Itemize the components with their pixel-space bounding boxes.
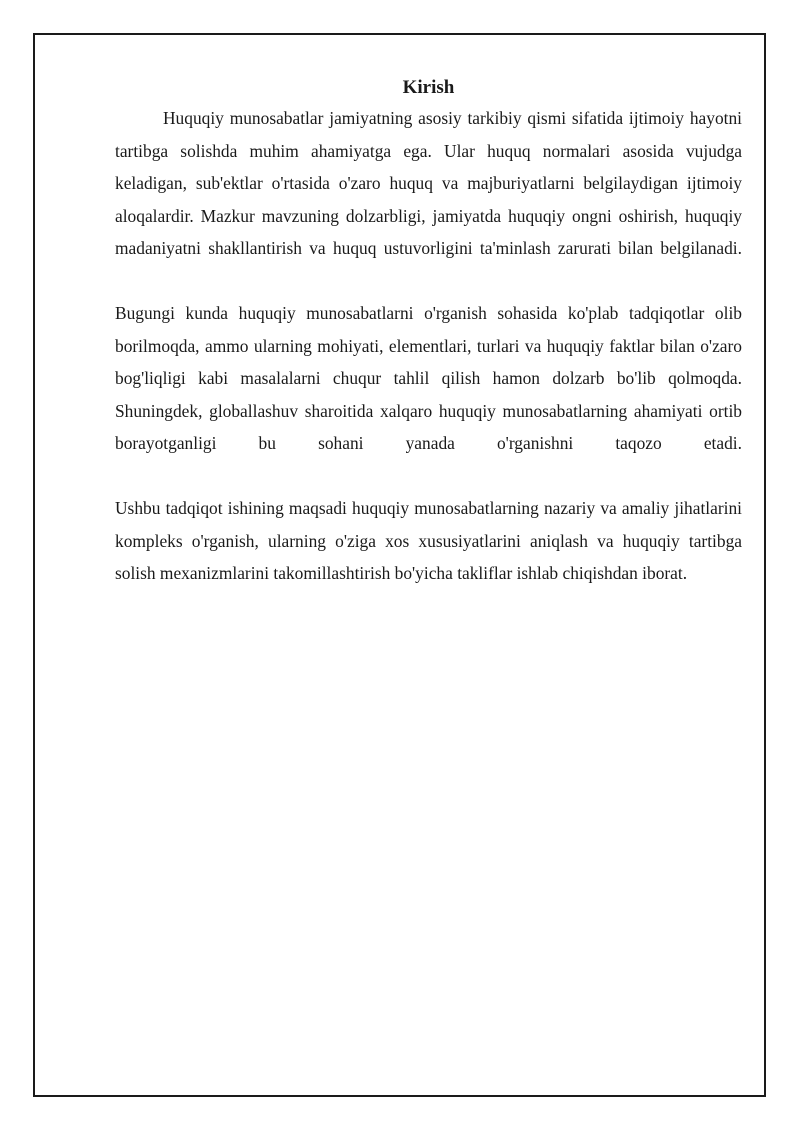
document-title: Kirish: [402, 77, 455, 98]
paragraph-spacer: [115, 460, 742, 493]
paragraph-research-goal: Ushbu tadqiqot ishining maqsadi huquqiy munosabatlarning nazariy va amaliy jihatlarini kompleks o'rganish, ularning o'ziga xos xususiyatlarini aniqlash va huquqiy tartibga solish mexanizmlarini takomillashtirish bo'yicha takliflar ishlab chiqishdan iborat.: [115, 498, 742, 583]
paragraph-intro: Huquqiy munosabatlar jamiyatning asosiy tarkibiy qismi sifatida ijtimoiy hayotni tartibga solishda muhim ahamiyatga ega. Ular huquq normalari asosida vujudga keladigan, sub'ektlar o'rtasida o'zaro huquq va majburiyatlarni belgilaydigan ijtimoiy aloqalardir. Mazkur mavzuning dolzarbligi, jamiyatda huquqiy ongni oshirish, huquqiy madaniyatni shakllantirish va huquq ustuvorligini ta'minlash zarurati bilan belgilanadi.: [115, 108, 742, 258]
paragraph-research-state: Bugungi kunda huquqiy munosabatlarni o'rganish sohasida ko'plab tadqiqotlar olib borilmoqda, ammo ularning mohiyati, elementlari, turlari va huquqiy faktlar bilan o'zaro bog'liqligi kabi masalalarni chuqur tahlil qilish hamon dolzarb bo'lib qolmoqda. Shuningdek, globallashuv sharoitida xalqaro huquqiy munosabatlarning ahamiyati ortib borayotganligi bu sohani yanada o'rganishni taqozo etadi.: [115, 303, 742, 453]
document-body: [115, 74, 742, 590]
paragraph-spacer: [115, 265, 742, 298]
